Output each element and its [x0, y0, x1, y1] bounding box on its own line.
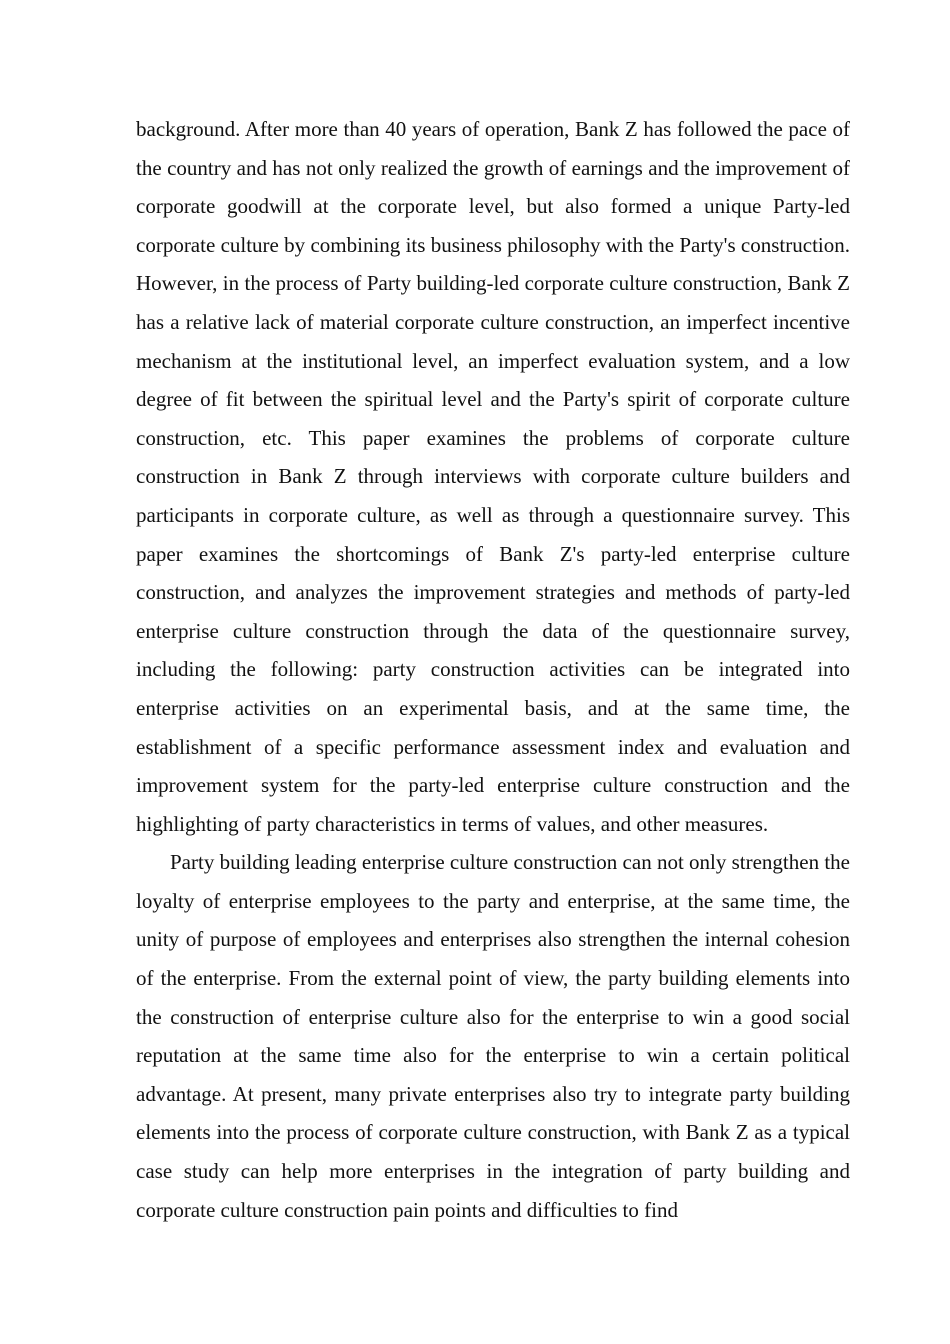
paragraph-1: background. After more than 40 years of operation, Bank Z has followed the pace of the country and has not only realized the growth of earnings and the improvement of corporate goodwill at the corporate level, but also formed a unique Party-led corporate culture by combining its business philosophy with the Party's construction. However, in the process of Party building-led corporate culture construction, Bank Z has a relative lack of material corporate culture construction, an imperfect incentive mechanism at the institutional level, an imperfect evaluation system, and a low degree of fit between the spiritual level and the Party's spirit of corporate culture construction, etc. This paper examines the problems of corporate culture construction in Bank Z through interviews with corporate culture builders and participants in corporate culture, as well as through a questionnaire survey. This paper examines the shortcomings of Bank Z's party-led enterprise culture construction, and analyzes the improvement strategies and methods of party-led enterprise culture construction through the data of the questionnaire survey, including the following: party construction activities can be integrated into enterprise activities on an experimental basis, and at the same time, the establishment of a specific performance assessment index and evaluation and improvement system for the party-led enterprise culture construction and the highlighting of party characteristics in terms of values, and other measures.: [136, 117, 850, 836]
paragraph-2: Party building leading enterprise culture construction can not only strengthen the loyalty of enterprise employees to the party and enterprise, at the same time, the unity of purpose of employees and enterprises also strengthen the internal cohesion of the enterprise. From the external point of view, the party building elements into the construction of enterprise culture also for the enterprise to win a good social reputation at the same time also for the enterprise to win a certain political advantage. At present, many private enterprises also try to integrate party building elements into the process of corporate culture construction, with Bank Z as a typical case study can help more enterprises in the integration of party building and corporate culture construction pain points and difficulties to find: [136, 850, 850, 1222]
body-text: [136, 110, 850, 1229]
